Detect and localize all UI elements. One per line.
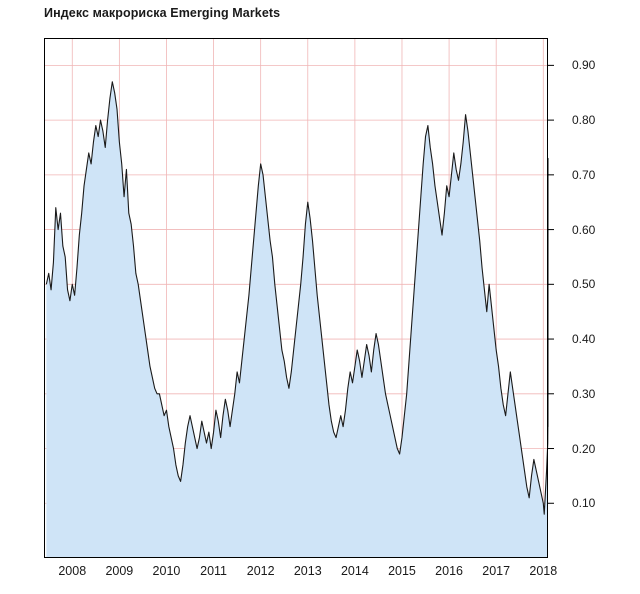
x-axis-tick-label: 2009 (105, 564, 134, 578)
x-axis-tick-label: 2012 (246, 564, 275, 578)
y-axis-tick-label: 0.40 (572, 332, 596, 347)
x-axis-tick-label: 2016 (435, 564, 463, 578)
x-axis-tick-label: 2011 (200, 564, 228, 578)
y-axis-tick-label: 0.60 (572, 222, 596, 237)
x-axis-tick-label: 2017 (482, 564, 511, 578)
x-axis-tick-label: 2008 (58, 564, 87, 578)
plot-area (44, 38, 548, 558)
y-axis-tick-label: 0.80 (572, 113, 596, 128)
series-area-line (46, 82, 548, 558)
axis-tick-marks (548, 65, 554, 503)
y-axis-tick-label: 0.50 (572, 277, 596, 292)
x-axis-tick-label: 2013 (293, 564, 322, 578)
macrorisk-index-area-chart (44, 38, 556, 558)
y-axis-tick-label: 0.20 (572, 441, 596, 456)
x-axis-tick-label: 2010 (152, 564, 181, 578)
x-axis-tick-label: 2018 (529, 564, 558, 578)
y-axis-tick-label: 0.70 (572, 167, 596, 182)
chart-title: Индекс макрориска Emerging Markets (44, 6, 281, 20)
x-axis-tick-label: 2015 (388, 564, 416, 578)
y-axis-tick-label: 0.90 (572, 58, 596, 73)
y-axis-tick-label: 0.30 (572, 386, 596, 401)
y-axis-tick-label: 0.10 (572, 496, 596, 511)
x-axis-tick-label: 2014 (340, 564, 369, 578)
